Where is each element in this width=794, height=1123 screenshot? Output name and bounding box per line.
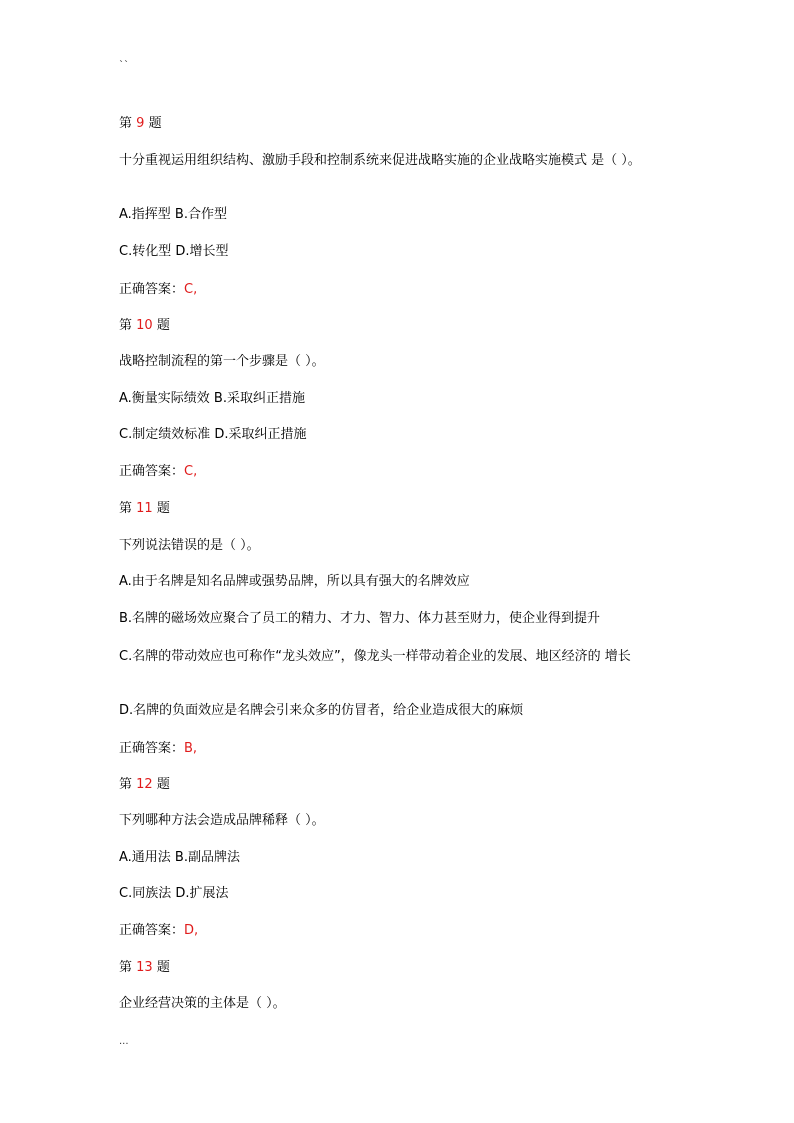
- question-prefix: 第: [119, 318, 133, 333]
- question-prefix: 第: [119, 501, 133, 516]
- question-12-answer: [119, 923, 198, 939]
- question-12-option-row: C.同族法 D.扩展法: [119, 886, 229, 901]
- answer-value: D,: [184, 923, 199, 938]
- question-10-option-row: A.衡量实际绩效 B.采取纠正措施: [119, 391, 305, 406]
- question-11-stem: 下列说法错误的是（ ）。: [119, 538, 260, 553]
- question-number: 10: [136, 318, 153, 333]
- answer-label: 正确答案：: [119, 282, 185, 297]
- question-10-heading: [119, 318, 170, 334]
- question-suffix: 题: [156, 960, 170, 975]
- answer-label: 正确答案：: [119, 923, 185, 938]
- question-suffix: 题: [156, 318, 170, 333]
- question-number: 11: [136, 501, 153, 516]
- question-number: 12: [136, 777, 153, 792]
- question-9-heading: [119, 116, 162, 132]
- answer-value: C,: [184, 282, 198, 297]
- answer-value: B,: [184, 741, 198, 756]
- question-11-option-c: C.名牌的带动效应也可称作“龙头效应”，像龙头一样带动着企业的发展、地区经济的 增长: [119, 649, 631, 664]
- question-9-option-row: C.转化型 D.增长型: [119, 244, 229, 259]
- question-11-heading: [119, 501, 170, 517]
- question-12-heading: [119, 777, 170, 793]
- bottom-mark: ...: [119, 1036, 129, 1047]
- answer-label: 正确答案：: [119, 464, 185, 479]
- question-10-answer: [119, 464, 197, 480]
- question-prefix: 第: [119, 777, 133, 792]
- question-10-option-row: C.制定绩效标准 D.采取纠正措施: [119, 427, 307, 442]
- question-11-option-a: A.由于名牌是知名品牌或强势品牌，所以具有强大的名牌效应: [119, 574, 470, 589]
- question-13-heading: [119, 960, 170, 976]
- answer-value: C,: [184, 464, 198, 479]
- question-number: 13: [136, 960, 153, 975]
- question-suffix: 题: [156, 501, 170, 516]
- question-13-stem: 企业经营决策的主体是（ ）。: [119, 996, 286, 1011]
- question-10-stem: 战略控制流程的第一个步骤是（ ）。: [119, 354, 325, 369]
- question-suffix: 题: [148, 116, 162, 131]
- question-9-option-row: A.指挥型 B.合作型: [119, 207, 227, 222]
- question-suffix: 题: [156, 777, 170, 792]
- question-9-answer: [119, 282, 197, 298]
- question-prefix: 第: [119, 960, 133, 975]
- top-mark: ``: [119, 60, 129, 71]
- question-11-option-b: B.名牌的磁场效应聚合了员工的精力、才力、智力、体力甚至财力，使企业得到提升: [119, 611, 601, 626]
- question-12-stem: 下列哪种方法会造成品牌稀释（ ）。: [119, 813, 325, 828]
- answer-label: 正确答案：: [119, 741, 185, 756]
- question-12-option-row: A.通用法 B.副品牌法: [119, 850, 240, 865]
- question-prefix: 第: [119, 116, 133, 131]
- question-11-option-d: D.名牌的负面效应是名牌会引来众多的仿冒者，给企业造成很大的麻烦: [119, 703, 524, 718]
- question-number: 9: [136, 116, 145, 131]
- question-9-stem: 十分重视运用组织结构、激励手段和控制系统来促进战略实施的企业战略实施模式 是（ ）。: [119, 153, 641, 168]
- question-11-answer: [119, 741, 197, 757]
